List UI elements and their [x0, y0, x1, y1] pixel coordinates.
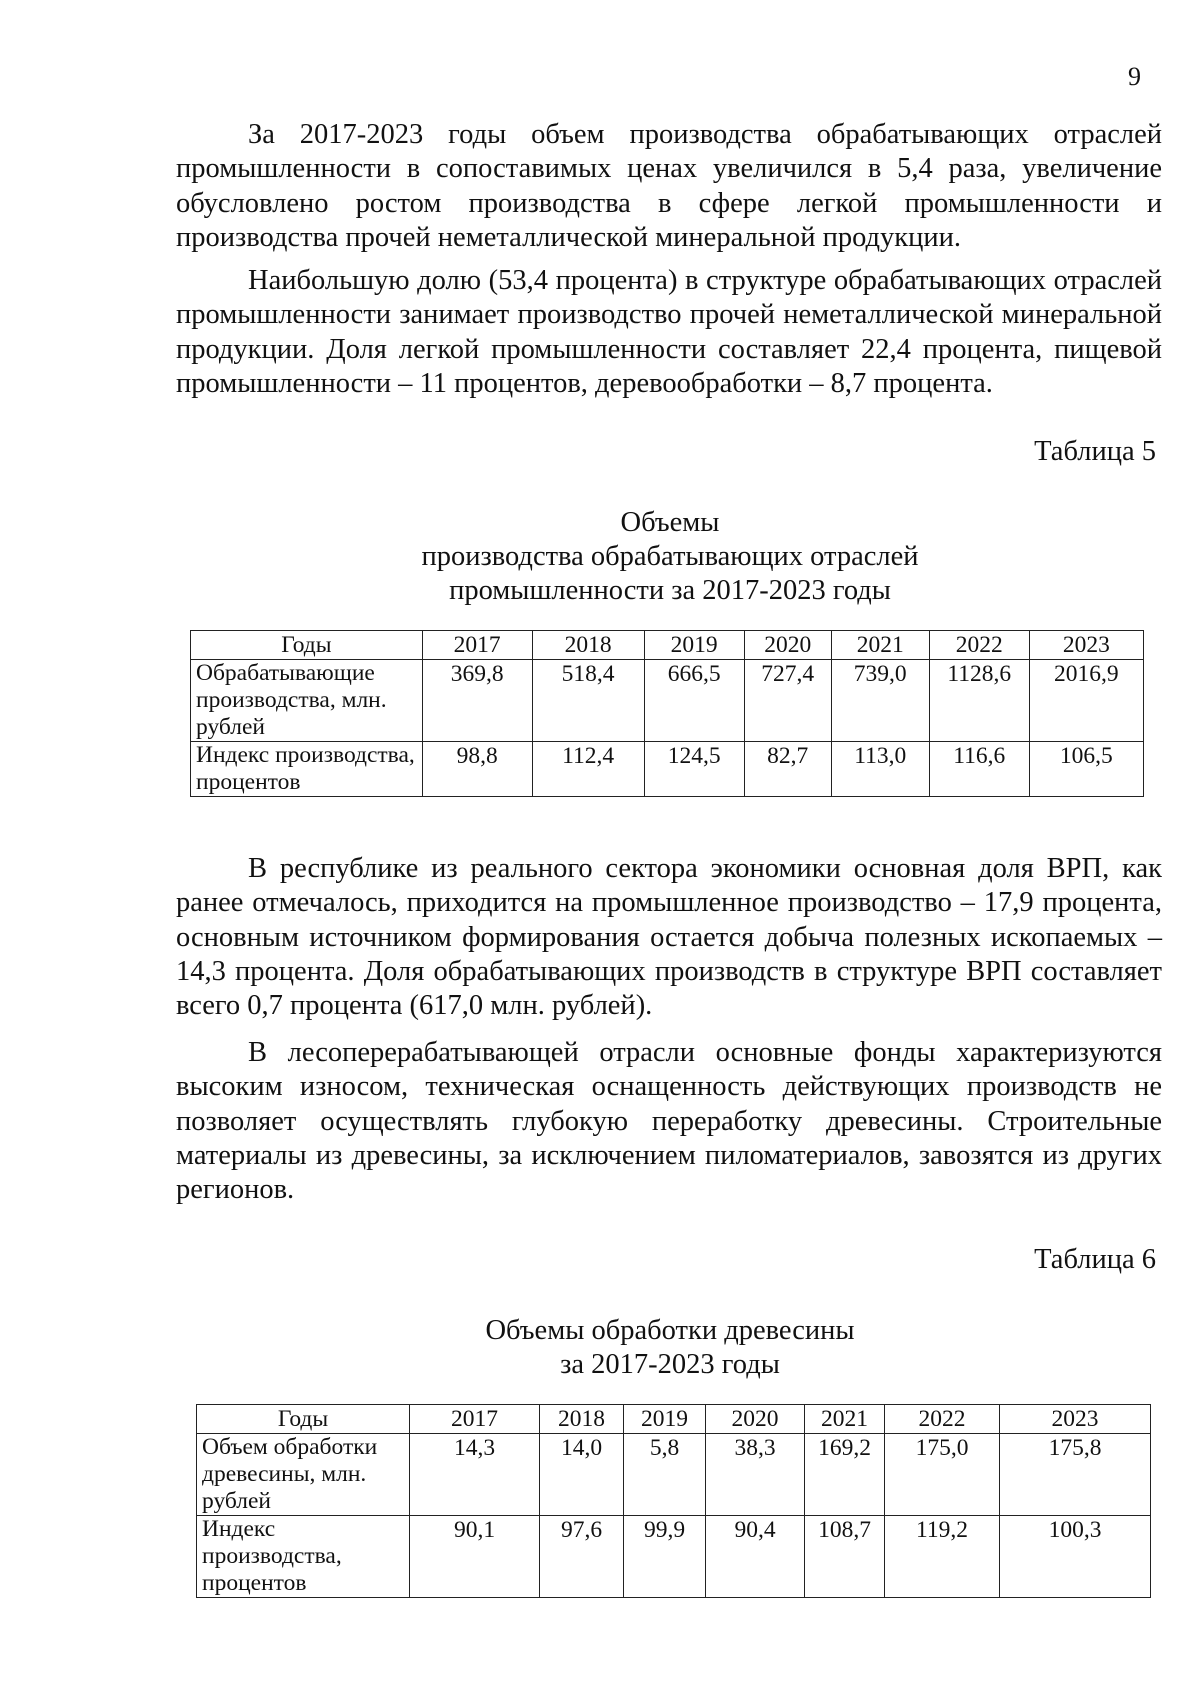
table-header-row — [197, 1405, 1151, 1434]
header-cell: 2020 — [744, 631, 831, 660]
value-cell: 369,8 — [422, 660, 532, 742]
table-6-title — [170, 1314, 1170, 1382]
value-cell: 38,3 — [706, 1434, 805, 1516]
row-label: Обрабатывающие производства, млн. рублей — [191, 660, 423, 742]
paragraph-4: В лесоперерабатывающей отрасли основные фонды характеризуются высоким износом, техническая оснащенность действующих производств не позволяет осуществлять глубокую переработку древесины. Строительные материалы из древесины, за исключением пиломатериалов, завозятся из других регионов. — [176, 1037, 1162, 1206]
paragraph-3: В республике из реального сектора экономики основная доля ВРП, как ранее отмечалось, приходится на промышленное производство – 17,9 процента, основным источником формирования остается добыча полезных ископаемых – 14,3 процента. Доля обрабатывающих производств в структуре ВРП составляет всего 0,7 процента (617,0 млн. рублей). — [176, 853, 1162, 1022]
value-cell: 108,7 — [805, 1516, 885, 1598]
value-cell: 124,5 — [644, 742, 744, 797]
header-cell: 2017 — [422, 631, 532, 660]
table-5-title — [170, 506, 1170, 608]
wood-processing-table — [196, 1404, 1151, 1598]
value-cell: 14,3 — [410, 1434, 540, 1516]
header-cell: 2023 — [1000, 1405, 1151, 1434]
table-header-row — [191, 631, 1144, 660]
value-cell: 100,3 — [1000, 1516, 1151, 1598]
row-label: Индекс производства, процентов — [197, 1516, 410, 1598]
value-cell: 90,4 — [706, 1516, 805, 1598]
header-cell: 2019 — [624, 1405, 706, 1434]
value-cell: 119,2 — [885, 1516, 1000, 1598]
production-volumes-table — [190, 630, 1144, 797]
value-cell: 666,5 — [644, 660, 744, 742]
header-cell: 2018 — [532, 631, 644, 660]
value-cell: 106,5 — [1029, 742, 1143, 797]
value-cell: 5,8 — [624, 1434, 706, 1516]
table-5-title-line: производства обрабатывающих отраслей — [421, 541, 919, 572]
value-cell: 99,9 — [624, 1516, 706, 1598]
header-cell: Годы — [197, 1405, 410, 1434]
value-cell: 98,8 — [422, 742, 532, 797]
value-cell: 175,8 — [1000, 1434, 1151, 1516]
value-cell: 116,6 — [929, 742, 1029, 797]
value-cell: 739,0 — [831, 660, 929, 742]
value-cell: 727,4 — [744, 660, 831, 742]
header-cell: 2019 — [644, 631, 744, 660]
table-6-title-line: за 2017-2023 годы — [560, 1349, 780, 1380]
paragraph-1: За 2017-2023 годы объем производства обрабатывающих отраслей промышленности в сопоставимых ценах увеличился в 5,4 раза, увеличение обусловлено ростом производства в сфере легкой промышленности и производства прочей неметаллической минеральной продукции. — [176, 119, 1162, 253]
value-cell: 112,4 — [532, 742, 644, 797]
header-cell: 2021 — [805, 1405, 885, 1434]
header-cell: 2020 — [706, 1405, 805, 1434]
table-6-label: Таблица 6 — [1034, 1244, 1156, 1275]
table-5-title-line: Объемы — [620, 507, 720, 538]
value-cell: 1128,6 — [929, 660, 1029, 742]
row-label: Объем обработки древесины, млн. рублей — [197, 1434, 410, 1516]
table-6-title-line: Объемы обработки древесины — [485, 1315, 855, 1346]
value-cell: 2016,9 — [1029, 660, 1143, 742]
value-cell: 169,2 — [805, 1434, 885, 1516]
value-cell: 90,1 — [410, 1516, 540, 1598]
header-cell: 2021 — [831, 631, 929, 660]
page-number: 9 — [1128, 62, 1141, 91]
table-5-label: Таблица 5 — [1034, 436, 1156, 467]
header-cell: 2018 — [540, 1405, 624, 1434]
table-row — [191, 660, 1144, 742]
header-cell: Годы — [191, 631, 423, 660]
header-cell: 2022 — [929, 631, 1029, 660]
header-cell: 2017 — [410, 1405, 540, 1434]
value-cell: 113,0 — [831, 742, 929, 797]
table-row — [197, 1516, 1151, 1598]
value-cell: 175,0 — [885, 1434, 1000, 1516]
value-cell: 518,4 — [532, 660, 644, 742]
row-label: Индекс производства, процентов — [191, 742, 423, 797]
table-5-title-line: промышленности за 2017-2023 годы — [449, 575, 891, 606]
value-cell: 14,0 — [540, 1434, 624, 1516]
paragraph-2: Наибольшую долю (53,4 процента) в структуре обрабатывающих отраслей промышленности занимает производство прочей неметаллической минеральной продукции. Доля легкой промышленности составляет 22,4 процента, пищевой промышленности – 11 процентов, деревообработки – 8,7 процента. — [176, 265, 1162, 399]
table-row — [197, 1434, 1151, 1516]
value-cell: 82,7 — [744, 742, 831, 797]
header-cell: 2023 — [1029, 631, 1143, 660]
table-row — [191, 742, 1144, 797]
header-cell: 2022 — [885, 1405, 1000, 1434]
value-cell: 97,6 — [540, 1516, 624, 1598]
